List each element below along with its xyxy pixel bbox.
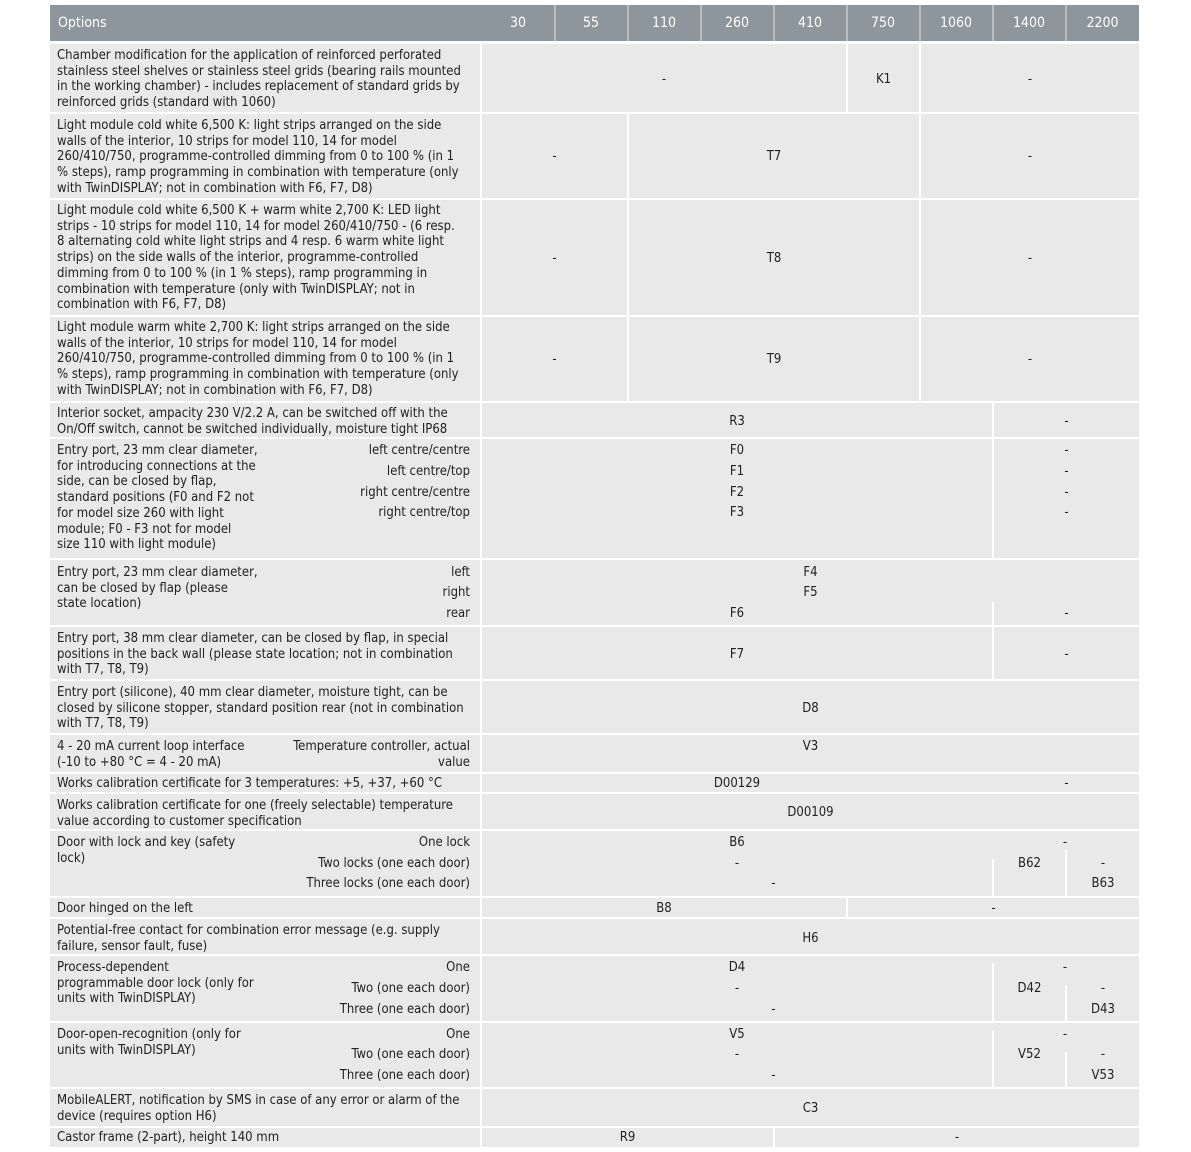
header-divider (554, 5, 556, 41)
header-divider (846, 5, 848, 41)
option-sub-label: right centre/top (378, 505, 470, 520)
option-description: 4 - 20 mA current loop interface (-10 to +80 °C = 4 - 20 mA) (57, 739, 245, 770)
header-divider (992, 5, 994, 41)
header-divider (773, 5, 775, 41)
header-model-750: 750 (870, 15, 896, 31)
option-description: Door-open-recognition (only for units with TwinDISPLAY) (57, 1027, 241, 1058)
option-code: H6 (802, 931, 819, 946)
option-sub-label: Three (one each door) (339, 1002, 470, 1017)
option-value: - (1027, 72, 1033, 87)
row-divider (50, 112, 1139, 114)
option-sub-label: left (451, 565, 470, 580)
option-sub-label: One lock (418, 835, 470, 850)
option-sub-label: Two locks (one each door) (318, 856, 470, 871)
option-description: Entry port, 23 mm clear diameter, can be closed by flap (please state location) (57, 565, 258, 612)
option-code: D8 (802, 701, 819, 716)
option-code: F0 (729, 443, 745, 458)
option-value: - (1064, 464, 1069, 479)
option-code: D00129 (713, 776, 761, 791)
option-value: - (991, 901, 996, 916)
option-value: - (1100, 981, 1106, 996)
option-code: F3 (729, 505, 745, 520)
option-code: B62 (1018, 856, 1041, 871)
row-divider (50, 733, 1139, 735)
option-sub-label: Three (one each door) (339, 1068, 470, 1083)
header-model-2200: 2200 (1086, 15, 1119, 31)
header-model-260: 260 (724, 15, 750, 31)
options-table (50, 5, 1139, 1147)
option-description: Interior socket, ampacity 230 V/2.2 A, can be switched off with the On/Off switch, cannot be switched individually, moisture tight IP68 (57, 406, 448, 437)
option-code: F5 (803, 585, 818, 600)
header-options: Options (58, 15, 107, 31)
option-value: - (1100, 856, 1106, 871)
option-description: Door with lock and key (safety lock) (57, 835, 236, 866)
header-model-1400: 1400 (1012, 15, 1046, 31)
header-model-55: 55 (582, 15, 600, 31)
option-code: V52 (1018, 1047, 1041, 1062)
option-code: F6 (729, 606, 745, 621)
option-sub-label: One (446, 960, 470, 975)
row-divider (50, 1087, 1139, 1089)
option-description: Chamber modification for the application of reinforced perforated stainless steel shelves or stainless steel grids (bearing rails mounted in the working chamber) - includes replacement of standard grids by reinforced grids (standard with 1060) (57, 48, 461, 111)
option-value: - (771, 876, 776, 891)
row-divider (50, 792, 1139, 794)
option-description: Light module warm white 2,700 K: light strips arranged on the side walls of the interior, 10 strips for model 110, 14 for model 260/410/750, programme-controlled dimming from 0 to 100 % (in 1 % steps), ramp programming in combination with temperature (only with TwinDISPLAY; not in combination with F6, F7, D8) (57, 320, 459, 398)
option-sub-label: Temperature controller, actual value (293, 739, 470, 770)
option-description: Entry port, 23 mm clear diameter, for introducing connections at the side, can be closed by flap, standard positions (F0 and F2 not for model size 260 with light module; F0 - F3 not for model size 110 with light module) (57, 443, 258, 553)
option-description: Door hinged on the left (57, 901, 193, 916)
option-value: - (954, 1130, 960, 1145)
header-model-110: 110 (651, 15, 677, 31)
option-sub-label: left centre/centre (368, 443, 470, 458)
option-description: Process-dependent programmable door lock (only for units with TwinDISPLAY) (57, 960, 254, 1007)
option-value: - (734, 1047, 740, 1062)
header-divider (1065, 5, 1067, 41)
row-divider (50, 679, 1139, 681)
row-divider (50, 896, 1139, 898)
option-description: Works calibration certificate for 3 temperatures: +5, +37, +60 °C (57, 776, 443, 791)
option-code: B8 (656, 901, 672, 916)
option-value: - (1027, 149, 1033, 164)
option-value: - (1062, 835, 1068, 850)
option-value: - (552, 352, 557, 367)
option-code: V5 (729, 1027, 745, 1042)
option-code: V53 (1091, 1068, 1115, 1083)
option-value: - (1064, 414, 1069, 429)
option-value: - (552, 149, 557, 164)
option-code: T9 (766, 352, 782, 367)
option-description: Works calibration certificate for one (freely selectable) temperature value according to customer specification (57, 798, 453, 829)
option-code: T8 (766, 251, 782, 266)
option-code: T7 (766, 149, 782, 164)
row-divider (50, 401, 1139, 403)
option-sub-label: right (442, 585, 470, 600)
header-separator (50, 41, 1139, 44)
option-code: F1 (729, 464, 745, 479)
row-divider (50, 558, 1139, 560)
option-code: D42 (1017, 981, 1042, 996)
option-value: - (771, 1068, 776, 1083)
option-value: - (1064, 776, 1069, 791)
option-description: Potential-free contact for combination error message (e.g. supply failure, sensor fault, fuse) (57, 923, 440, 954)
option-description: Light module cold white 6,500 K: light strips arranged on the side walls of the interior, 10 strips for model 110, 14 for model 260/410/750, programme-controlled dimming from 0 to 100 % (in 1 % steps), ramp programming in combination with temperature (only with TwinDISPLAY; not in combination with F6, F7, D8) (57, 118, 459, 196)
header-divider (919, 5, 921, 41)
option-sub-label: Two (one each door) (351, 981, 470, 996)
option-value: - (1064, 443, 1069, 458)
table-header (50, 5, 1139, 41)
header-divider (627, 5, 629, 41)
option-code: R3 (729, 414, 745, 429)
option-value: - (1064, 505, 1069, 520)
option-value: - (1062, 960, 1068, 975)
row-divider (50, 1126, 1139, 1128)
option-code: F2 (729, 485, 745, 500)
option-code: C3 (802, 1101, 819, 1116)
header-model-30: 30 (509, 15, 527, 31)
option-value: - (734, 981, 740, 996)
option-value: - (661, 72, 667, 87)
option-code: D00109 (787, 805, 834, 820)
option-value: - (1027, 352, 1033, 367)
header-model-410: 410 (797, 15, 823, 31)
option-value: - (1100, 1047, 1106, 1062)
option-sub-label: right centre/centre (360, 485, 470, 500)
row-divider (50, 625, 1139, 627)
option-code: R9 (619, 1130, 636, 1145)
row-divider (50, 772, 1139, 774)
option-description: Entry port, 38 mm clear diameter, can be closed by flap, in special positions in the back wall (please state location; not in combination with T7, T8, T9) (57, 631, 453, 678)
option-code: D4 (728, 960, 746, 975)
row-divider (50, 198, 1139, 200)
option-value: - (552, 251, 557, 266)
option-value: - (1062, 1027, 1068, 1042)
option-value: - (734, 856, 740, 871)
option-sub-label: rear (446, 606, 470, 621)
option-code: B6 (729, 835, 745, 850)
option-code: V3 (802, 739, 819, 754)
option-code: B63 (1091, 876, 1115, 891)
option-code: F4 (803, 565, 818, 580)
option-description: Light module cold white 6,500 K + warm white 2,700 K: LED light strips - 10 strips for model 110, 14 for model 260/410/750 - (6 resp. 8 alternating cold white light strips and 4 resp. 6 warm white light strips) on the side walls of the interior, programme-controlled dimming from 0 to 100 % (in 1 % steps), ramp programming in combination with temperature (only with TwinDISPLAY; not in combination with F6, F7, D8) (57, 203, 455, 313)
option-value: - (1064, 606, 1069, 621)
option-description: MobileALERT, notification by SMS in case of any error or alarm of the device (requires option H6) (57, 1093, 460, 1124)
option-sub-label: One (446, 1027, 470, 1042)
option-description: Entry port (silicone), 40 mm clear diameter, moisture tight, can be closed by silicone stopper, standard position rear (not in combination with T7, T8, T9) (57, 685, 464, 732)
option-value: - (1064, 485, 1069, 500)
option-value: - (1064, 647, 1069, 662)
option-code: F7 (729, 647, 745, 662)
option-sub-label: Two (one each door) (351, 1047, 470, 1062)
option-description: Castor frame (2-part), height 140 mm (57, 1130, 280, 1145)
option-sub-label: Three locks (one each door) (306, 876, 470, 891)
option-code: K1 (875, 72, 892, 87)
row-divider (50, 315, 1139, 317)
row-divider (50, 1021, 1139, 1023)
header-model-1060: 1060 (939, 15, 973, 31)
header-divider (700, 5, 702, 41)
option-value: - (771, 1002, 776, 1017)
row-divider (50, 917, 1139, 919)
option-sub-label: left centre/top (386, 464, 470, 479)
option-code: D43 (1091, 1002, 1115, 1017)
option-value: - (1027, 251, 1033, 266)
